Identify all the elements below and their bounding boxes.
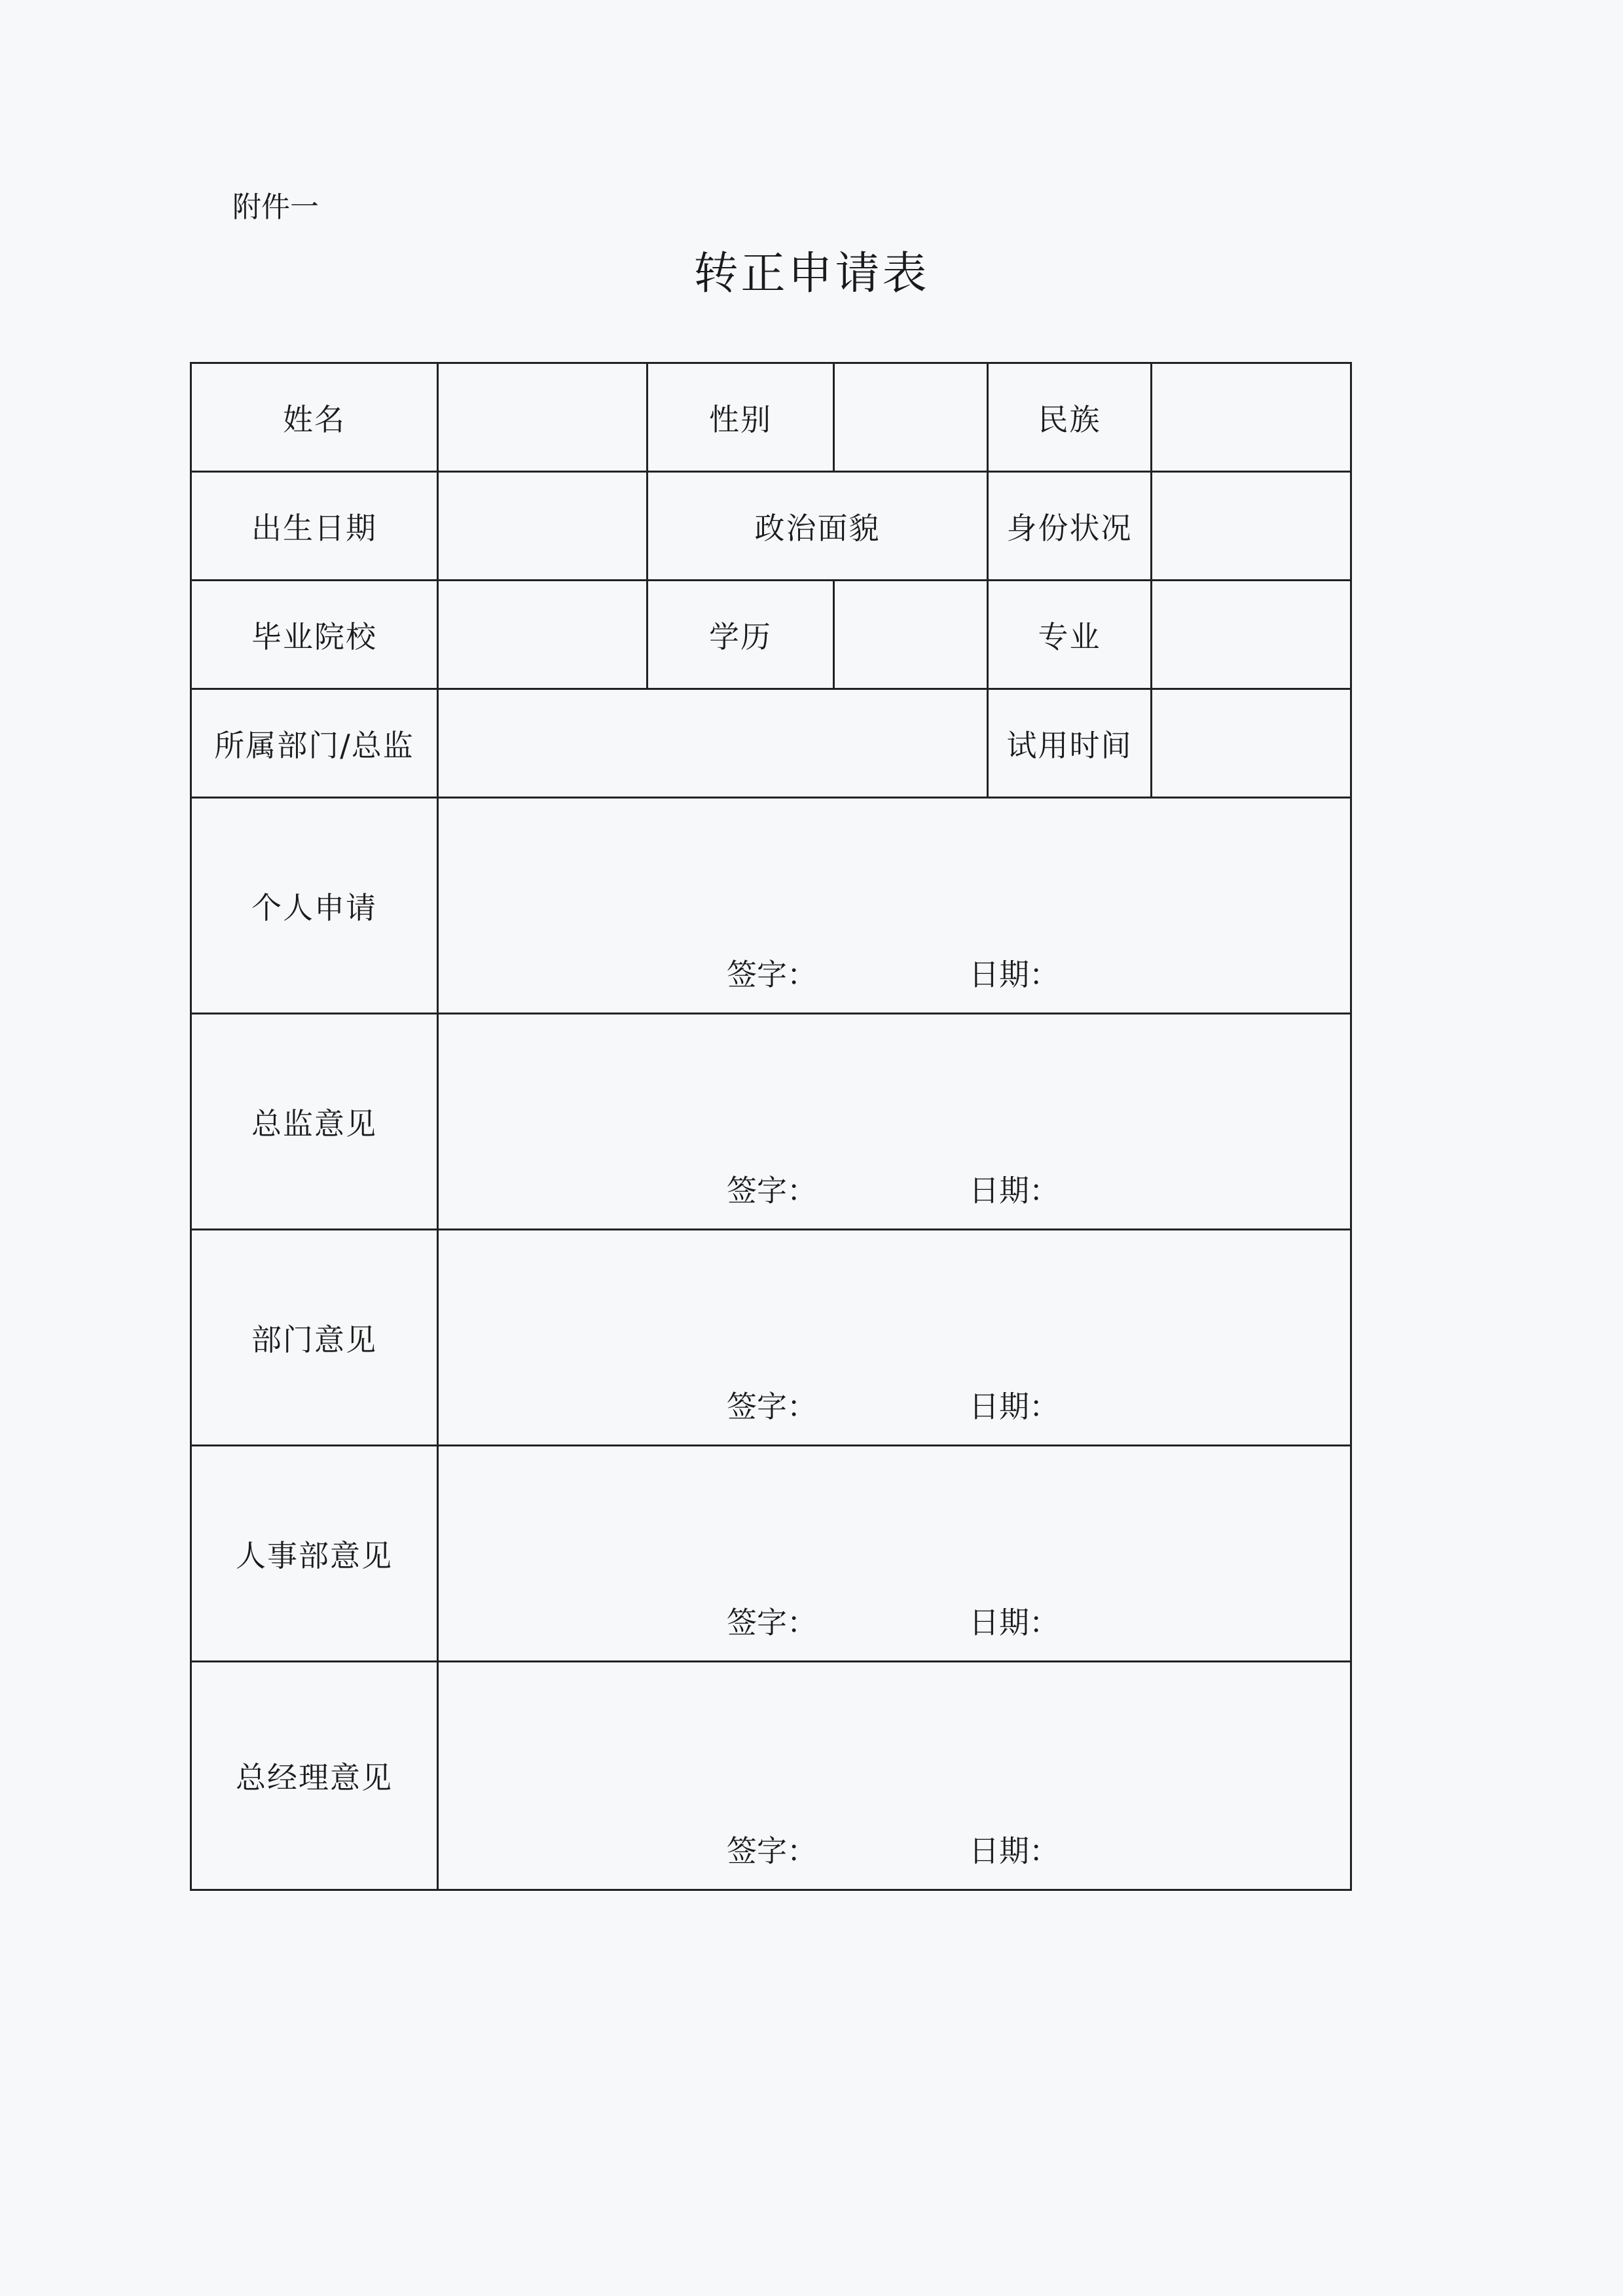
signature-label: 签字： (727, 1173, 817, 1208)
hr-opinion-field[interactable] (438, 1446, 1351, 1662)
table-row (191, 798, 1351, 1014)
personal-application-label: 个人申请 (191, 798, 438, 1014)
table-row (191, 1662, 1351, 1890)
gender-value-cell[interactable] (834, 363, 988, 472)
department-opinion-field[interactable] (438, 1230, 1351, 1446)
signature-label: 签字： (727, 1605, 817, 1640)
signature-label: 签字： (727, 957, 817, 992)
school-value-cell[interactable] (438, 581, 647, 689)
identity-status-value-cell[interactable] (1152, 472, 1351, 581)
table-row (191, 1230, 1351, 1446)
director-opinion-label: 总监意见 (191, 1014, 438, 1230)
birth-date-label: 出生日期 (191, 472, 438, 581)
name-value-cell[interactable] (438, 363, 647, 472)
date-label: 日期： (969, 1173, 1059, 1208)
table-row (191, 363, 1351, 472)
form-title: 转正申请表 (693, 248, 930, 300)
signature-label: 签字： (727, 1833, 817, 1869)
birth-date-value-cell[interactable] (438, 472, 647, 581)
department-director-label: 所属部门/总监 (191, 689, 438, 798)
major-value-cell[interactable] (1152, 581, 1351, 689)
probation-period-label: 试用时间 (988, 689, 1152, 798)
identity-status-label: 身份状况 (988, 472, 1152, 581)
personal-application-field[interactable] (438, 798, 1351, 1014)
table-row (191, 689, 1351, 798)
table-row (191, 581, 1351, 689)
probation-application-table (190, 362, 1352, 1891)
education-label: 学历 (647, 581, 834, 689)
general-manager-opinion-field[interactable] (438, 1662, 1351, 1890)
hr-opinion-label: 人事部意见 (191, 1446, 438, 1662)
gender-label: 性别 (647, 363, 834, 472)
education-value-cell[interactable] (834, 581, 988, 689)
name-label: 姓名 (191, 363, 438, 472)
department-director-value-cell[interactable] (438, 689, 988, 798)
director-opinion-field[interactable] (438, 1014, 1351, 1230)
probation-period-value-cell[interactable] (1152, 689, 1351, 798)
date-label: 日期： (969, 1833, 1059, 1869)
date-label: 日期： (969, 1605, 1059, 1640)
table-row (191, 1014, 1351, 1230)
department-opinion-label: 部门意见 (191, 1230, 438, 1446)
table-row (191, 1446, 1351, 1662)
attachment-label: 附件一 (232, 190, 319, 224)
signature-label: 签字： (727, 1389, 817, 1424)
ethnicity-value-cell[interactable] (1152, 363, 1351, 472)
political-status-label: 政治面貌 (647, 472, 988, 581)
date-label: 日期： (969, 957, 1059, 992)
general-manager-opinion-label: 总经理意见 (191, 1662, 438, 1890)
table-row (191, 472, 1351, 581)
ethnicity-label: 民族 (988, 363, 1152, 472)
date-label: 日期： (969, 1389, 1059, 1424)
school-label: 毕业院校 (191, 581, 438, 689)
major-label: 专业 (988, 581, 1152, 689)
